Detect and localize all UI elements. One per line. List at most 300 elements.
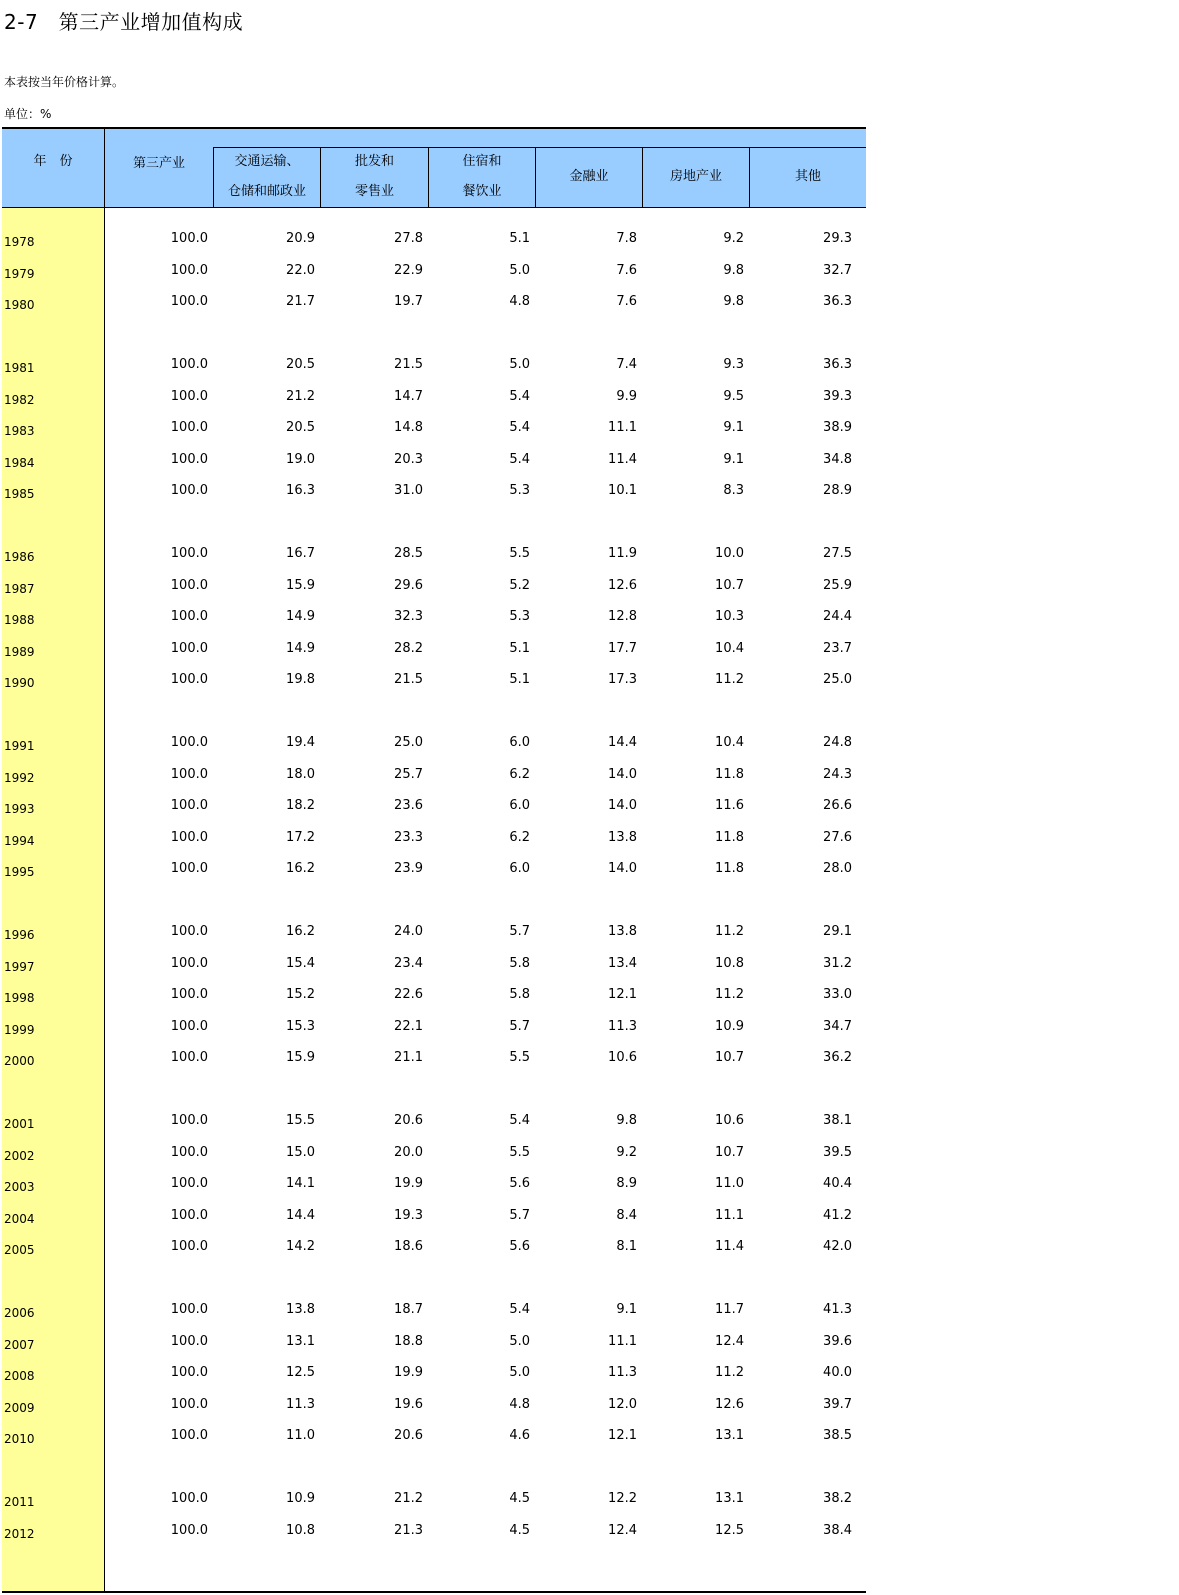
hotel-cell: 4.6 <box>509 1428 530 1443</box>
other-cell: 24.4 <box>823 609 852 624</box>
transport-cell: 14.1 <box>286 1176 315 1191</box>
table-row <box>2 792 866 820</box>
transport-cell: 15.2 <box>286 987 315 1002</box>
realestate-cell: 11.2 <box>715 672 744 687</box>
other-cell: 36.2 <box>823 1050 852 1065</box>
other-cell: 36.3 <box>823 294 852 309</box>
finance-cell: 11.3 <box>608 1018 637 1034</box>
wholesale-cell: 23.4 <box>394 955 423 971</box>
hotel-cell: 5.4 <box>509 1302 530 1317</box>
wholesale-cell: 19.7 <box>394 294 423 309</box>
transport-cell: 20.5 <box>286 357 315 372</box>
finance-cell: 8.1 <box>616 1239 637 1254</box>
table-row <box>2 288 866 316</box>
table-row <box>2 635 866 663</box>
table-row <box>2 1517 866 1545</box>
year-cell: 1991 <box>4 739 35 753</box>
header-hotel <box>429 147 535 207</box>
transport-cell: 14.2 <box>286 1239 315 1254</box>
realestate-cell: 11.8 <box>715 766 744 782</box>
finance-cell: 7.6 <box>616 294 637 309</box>
other-cell: 38.9 <box>823 420 852 435</box>
tertiary-cell: 100.0 <box>170 735 208 750</box>
tertiary-cell: 100.0 <box>170 1207 208 1223</box>
table-row <box>2 225 866 253</box>
transport-cell: 16.2 <box>286 861 315 876</box>
wholesale-cell: 28.5 <box>394 546 423 561</box>
finance-cell: 12.6 <box>608 577 637 593</box>
tertiary-cell: 100.0 <box>170 1144 208 1160</box>
table-row <box>2 446 866 474</box>
table-row <box>2 1296 866 1324</box>
unit-label: 单位：% <box>4 107 52 121</box>
tertiary-cell: 100.0 <box>170 798 208 813</box>
table-row <box>2 572 866 600</box>
other-cell: 41.2 <box>823 1207 852 1223</box>
realestate-cell: 9.8 <box>723 262 744 278</box>
other-cell: 38.4 <box>823 1522 852 1538</box>
header-transport-line1: 交通运输、 <box>234 154 300 169</box>
tertiary-cell: 100.0 <box>170 672 208 687</box>
table-row <box>2 1013 866 1041</box>
table-row <box>2 855 866 883</box>
other-cell: 28.0 <box>823 861 852 876</box>
year-cell: 2008 <box>4 1369 35 1383</box>
tertiary-cell: 100.0 <box>170 1396 208 1412</box>
year-cell: 2010 <box>4 1432 35 1446</box>
finance-cell: 14.0 <box>608 798 637 813</box>
realestate-cell: 11.8 <box>715 829 744 845</box>
hotel-cell: 5.4 <box>509 420 530 435</box>
wholesale-cell: 32.3 <box>394 609 423 624</box>
transport-cell: 19.4 <box>286 735 315 750</box>
tertiary-cell: 100.0 <box>170 262 208 278</box>
hotel-cell: 5.0 <box>509 357 530 372</box>
tertiary-cell: 100.0 <box>170 1522 208 1538</box>
transport-cell: 16.3 <box>286 483 315 498</box>
year-cell: 2002 <box>4 1148 35 1163</box>
transport-cell: 11.0 <box>286 1428 315 1443</box>
table-row <box>2 918 866 946</box>
table-row <box>2 1233 866 1261</box>
transport-cell: 15.5 <box>286 1113 315 1128</box>
hotel-cell: 4.8 <box>509 1396 530 1412</box>
header-transport-line2: 仓储和邮政业 <box>227 184 306 199</box>
page-title: 2-7 第三产业增加值构成 <box>4 10 244 34</box>
year-cell: 2000 <box>4 1054 35 1068</box>
transport-cell: 22.0 <box>286 262 315 278</box>
transport-cell: 21.2 <box>286 388 315 404</box>
other-cell: 36.3 <box>823 357 852 372</box>
wholesale-cell: 20.0 <box>394 1144 423 1160</box>
tertiary-cell: 100.0 <box>170 1018 208 1034</box>
realestate-cell: 9.8 <box>723 294 744 309</box>
tertiary-cell: 100.0 <box>170 924 208 939</box>
wholesale-cell: 21.2 <box>394 1491 423 1506</box>
wholesale-cell: 28.2 <box>394 640 423 656</box>
hotel-cell: 4.5 <box>509 1522 530 1538</box>
table-row <box>2 1139 866 1167</box>
wholesale-cell: 19.9 <box>394 1365 423 1380</box>
wholesale-cell: 18.8 <box>394 1333 423 1349</box>
other-cell: 29.3 <box>823 231 852 246</box>
other-cell: 28.9 <box>823 483 852 498</box>
hotel-cell: 5.4 <box>509 388 530 404</box>
table-row <box>2 540 866 568</box>
year-cell: 1980 <box>4 298 35 312</box>
wholesale-cell: 19.6 <box>394 1396 423 1412</box>
transport-cell: 17.2 <box>286 829 315 845</box>
hotel-cell: 5.0 <box>509 1333 530 1349</box>
table-top-border <box>2 127 866 129</box>
tertiary-cell: 100.0 <box>170 640 208 656</box>
finance-cell: 13.8 <box>608 829 637 845</box>
other-cell: 24.3 <box>823 766 852 782</box>
transport-cell: 21.7 <box>286 294 315 309</box>
year-cell: 1993 <box>4 802 35 816</box>
transport-cell: 15.9 <box>286 1050 315 1065</box>
year-cell: 1984 <box>4 455 35 470</box>
table-row <box>2 1485 866 1513</box>
finance-cell: 12.0 <box>608 1396 637 1412</box>
tertiary-cell: 100.0 <box>170 294 208 309</box>
realestate-cell: 10.4 <box>715 640 744 656</box>
finance-cell: 11.1 <box>608 420 637 435</box>
tertiary-cell: 100.0 <box>170 1176 208 1191</box>
hotel-cell: 5.2 <box>509 577 530 593</box>
tertiary-cell: 100.0 <box>170 609 208 624</box>
wholesale-cell: 20.6 <box>394 1428 423 1443</box>
wholesale-cell: 23.6 <box>394 798 423 813</box>
year-cell: 2007 <box>4 1337 35 1352</box>
finance-cell: 8.9 <box>616 1176 637 1191</box>
other-cell: 40.0 <box>823 1365 852 1380</box>
other-cell: 38.1 <box>823 1113 852 1128</box>
data-table <box>2 127 866 1593</box>
other-cell: 34.8 <box>823 451 852 467</box>
tertiary-cell: 100.0 <box>170 577 208 593</box>
header-hotel-line1: 住宿和 <box>462 154 502 169</box>
realestate-cell: 10.8 <box>715 955 744 971</box>
tertiary-cell: 100.0 <box>170 1302 208 1317</box>
realestate-cell: 11.2 <box>715 924 744 939</box>
transport-cell: 11.3 <box>286 1396 315 1412</box>
table-row <box>2 1170 866 1198</box>
tertiary-cell: 100.0 <box>170 1113 208 1128</box>
transport-cell: 20.5 <box>286 420 315 435</box>
table-row <box>2 477 866 505</box>
tertiary-cell: 100.0 <box>170 1050 208 1065</box>
other-cell: 41.3 <box>823 1302 852 1317</box>
wholesale-cell: 20.6 <box>394 1113 423 1128</box>
hotel-cell: 5.7 <box>509 1207 530 1223</box>
year-cell: 1981 <box>4 361 35 375</box>
header-realestate: 房地产业 <box>669 169 722 184</box>
realestate-cell: 12.5 <box>715 1522 744 1538</box>
hotel-cell: 5.7 <box>509 1018 530 1034</box>
realestate-cell: 10.7 <box>715 1144 744 1160</box>
finance-cell: 11.9 <box>608 546 637 561</box>
realestate-cell: 9.1 <box>723 420 744 435</box>
tertiary-cell: 100.0 <box>170 420 208 435</box>
table-row <box>2 257 866 285</box>
other-cell: 33.0 <box>823 987 852 1002</box>
year-cell: 1990 <box>4 676 35 690</box>
finance-cell: 8.4 <box>616 1207 637 1223</box>
realestate-cell: 11.6 <box>715 798 744 813</box>
header-year: 年 份 <box>33 154 73 169</box>
realestate-cell: 10.9 <box>715 1018 744 1034</box>
hotel-cell: 5.1 <box>509 231 530 246</box>
year-cell: 2001 <box>4 1117 35 1131</box>
wholesale-cell: 21.3 <box>394 1522 423 1538</box>
realestate-cell: 11.0 <box>715 1176 744 1191</box>
realestate-cell: 11.7 <box>715 1302 744 1317</box>
table-row <box>2 1391 866 1419</box>
other-cell: 42.0 <box>823 1239 852 1254</box>
header-transport <box>214 147 320 207</box>
transport-cell: 16.2 <box>286 924 315 939</box>
other-cell: 29.1 <box>823 924 852 939</box>
hotel-cell: 4.8 <box>509 294 530 309</box>
tertiary-cell: 100.0 <box>170 546 208 561</box>
realestate-cell: 11.2 <box>715 987 744 1002</box>
table-row <box>2 383 866 411</box>
wholesale-cell: 25.0 <box>394 735 423 750</box>
wholesale-cell: 19.9 <box>394 1176 423 1191</box>
other-cell: 25.9 <box>823 577 852 593</box>
transport-cell: 12.5 <box>286 1365 315 1380</box>
realestate-cell: 10.3 <box>715 609 744 624</box>
wholesale-cell: 22.9 <box>394 262 423 278</box>
table-bottom-border <box>2 1591 866 1593</box>
transport-cell: 15.0 <box>286 1144 315 1160</box>
realestate-cell: 12.6 <box>715 1396 744 1412</box>
hotel-cell: 5.7 <box>509 924 530 939</box>
finance-cell: 9.2 <box>616 1144 637 1160</box>
table-row <box>2 824 866 852</box>
table-row <box>2 666 866 694</box>
year-cell: 1996 <box>4 928 35 942</box>
header-wholesale <box>321 147 428 207</box>
finance-cell: 14.0 <box>608 766 637 782</box>
realestate-cell: 10.7 <box>715 1050 744 1065</box>
table-row <box>2 761 866 789</box>
header-tertiary: 第三产业 <box>132 156 185 171</box>
table-row <box>2 1044 866 1072</box>
wholesale-cell: 14.8 <box>394 420 423 435</box>
transport-cell: 14.9 <box>286 609 315 624</box>
realestate-cell: 10.4 <box>715 735 744 750</box>
wholesale-cell: 19.3 <box>394 1207 423 1223</box>
year-cell: 1999 <box>4 1022 35 1037</box>
year-cell: 2003 <box>4 1180 35 1194</box>
wholesale-cell: 18.7 <box>394 1302 423 1317</box>
realestate-cell: 9.5 <box>723 388 744 404</box>
hotel-cell: 6.2 <box>509 766 530 782</box>
hotel-cell: 5.6 <box>509 1176 530 1191</box>
year-cell: 2011 <box>4 1495 35 1509</box>
realestate-cell: 11.2 <box>715 1365 744 1380</box>
table-row <box>2 351 866 379</box>
hotel-cell: 5.4 <box>509 1113 530 1128</box>
table-row <box>2 1328 866 1356</box>
header-finance: 金融业 <box>569 169 609 184</box>
hotel-cell: 5.6 <box>509 1239 530 1254</box>
year-cell: 1985 <box>4 487 35 501</box>
realestate-cell: 13.1 <box>715 1428 744 1443</box>
hotel-cell: 5.1 <box>509 672 530 687</box>
table-row <box>2 1202 866 1230</box>
wholesale-cell: 31.0 <box>394 483 423 498</box>
year-cell: 1997 <box>4 959 35 974</box>
tertiary-cell: 100.0 <box>170 955 208 971</box>
table-row <box>2 603 866 631</box>
finance-cell: 7.6 <box>616 262 637 278</box>
transport-cell: 20.9 <box>286 231 315 246</box>
finance-cell: 12.1 <box>608 1428 637 1443</box>
realestate-cell: 9.3 <box>723 357 744 372</box>
year-cell: 1994 <box>4 833 35 848</box>
tertiary-cell: 100.0 <box>170 766 208 782</box>
other-cell: 40.4 <box>823 1176 852 1191</box>
year-cell: 1979 <box>4 266 35 281</box>
table-note: 本表按当年价格计算。 <box>4 75 125 89</box>
hotel-cell: 5.5 <box>509 1144 530 1160</box>
wholesale-cell: 14.7 <box>394 388 423 404</box>
year-cell: 2009 <box>4 1400 35 1415</box>
other-cell: 31.2 <box>823 955 852 971</box>
finance-cell: 13.8 <box>608 924 637 939</box>
year-cell: 1983 <box>4 424 35 438</box>
wholesale-cell: 23.3 <box>394 829 423 845</box>
table-row <box>2 981 866 1009</box>
transport-cell: 14.9 <box>286 640 315 656</box>
wholesale-cell: 23.9 <box>394 861 423 876</box>
transport-cell: 15.3 <box>286 1018 315 1034</box>
finance-cell: 12.4 <box>608 1522 637 1538</box>
year-cell: 2005 <box>4 1243 35 1257</box>
other-cell: 27.6 <box>823 829 852 845</box>
transport-cell: 18.0 <box>286 766 315 782</box>
other-cell: 27.5 <box>823 546 852 561</box>
transport-cell: 10.8 <box>286 1522 315 1538</box>
table-row <box>2 950 866 978</box>
year-cell: 1978 <box>4 235 35 249</box>
year-cell: 2006 <box>4 1306 35 1320</box>
year-cell: 2012 <box>4 1526 35 1541</box>
wholesale-cell: 22.1 <box>394 1018 423 1034</box>
wholesale-cell: 21.1 <box>394 1050 423 1065</box>
hotel-cell: 5.8 <box>509 955 530 971</box>
other-cell: 24.8 <box>823 735 852 750</box>
year-cell: 2004 <box>4 1211 35 1226</box>
transport-cell: 16.7 <box>286 546 315 561</box>
realestate-cell: 12.4 <box>715 1333 744 1349</box>
finance-cell: 12.1 <box>608 987 637 1002</box>
wholesale-cell: 21.5 <box>394 357 423 372</box>
realestate-cell: 11.8 <box>715 861 744 876</box>
finance-cell: 12.8 <box>608 609 637 624</box>
finance-cell: 7.8 <box>616 231 637 246</box>
header-wholesale-line2: 零售业 <box>354 184 394 199</box>
hotel-cell: 4.5 <box>509 1491 530 1506</box>
finance-cell: 11.3 <box>608 1365 637 1380</box>
other-cell: 39.6 <box>823 1333 852 1349</box>
transport-cell: 15.9 <box>286 577 315 593</box>
tertiary-cell: 100.0 <box>170 231 208 246</box>
year-cell: 1988 <box>4 613 35 627</box>
realestate-cell: 10.6 <box>715 1113 744 1128</box>
hotel-cell: 5.1 <box>509 640 530 656</box>
transport-cell: 15.4 <box>286 955 315 971</box>
tertiary-cell: 100.0 <box>170 451 208 467</box>
year-cell: 1992 <box>4 770 35 785</box>
other-cell: 32.7 <box>823 262 852 278</box>
tertiary-cell: 100.0 <box>170 1365 208 1380</box>
tertiary-cell: 100.0 <box>170 861 208 876</box>
other-cell: 39.5 <box>823 1144 852 1160</box>
transport-cell: 13.8 <box>286 1302 315 1317</box>
tertiary-cell: 100.0 <box>170 483 208 498</box>
table-row <box>2 414 866 442</box>
wholesale-cell: 21.5 <box>394 672 423 687</box>
year-cell: 1998 <box>4 991 35 1005</box>
finance-cell: 14.0 <box>608 861 637 876</box>
finance-cell: 7.4 <box>616 357 637 372</box>
wholesale-cell: 27.8 <box>394 231 423 246</box>
tertiary-cell: 100.0 <box>170 357 208 372</box>
hotel-cell: 5.4 <box>509 451 530 467</box>
finance-cell: 9.1 <box>616 1302 637 1317</box>
wholesale-cell: 29.6 <box>394 577 423 593</box>
other-cell: 26.6 <box>823 798 852 813</box>
tertiary-cell: 100.0 <box>170 1428 208 1443</box>
hotel-cell: 5.0 <box>509 1365 530 1380</box>
finance-cell: 10.6 <box>608 1050 637 1065</box>
wholesale-cell: 22.6 <box>394 987 423 1002</box>
finance-cell: 9.9 <box>616 388 637 404</box>
finance-cell: 10.1 <box>608 483 637 498</box>
transport-cell: 19.0 <box>286 451 315 467</box>
transport-cell: 19.8 <box>286 672 315 687</box>
hotel-cell: 5.5 <box>509 546 530 561</box>
header-hotel-line2: 餐饮业 <box>462 184 502 199</box>
table-row <box>2 729 866 757</box>
other-cell: 38.5 <box>823 1428 852 1443</box>
wholesale-cell: 18.6 <box>394 1239 423 1254</box>
tertiary-cell: 100.0 <box>170 1333 208 1349</box>
other-cell: 25.0 <box>823 672 852 687</box>
hotel-cell: 6.0 <box>509 861 530 876</box>
realestate-cell: 8.3 <box>723 483 744 498</box>
year-cell: 1986 <box>4 550 35 564</box>
finance-cell: 14.4 <box>608 735 637 750</box>
finance-cell: 12.2 <box>608 1491 637 1506</box>
realestate-cell: 9.2 <box>723 231 744 246</box>
wholesale-cell: 20.3 <box>394 451 423 467</box>
transport-cell: 18.2 <box>286 798 315 813</box>
hotel-cell: 6.0 <box>509 735 530 750</box>
hotel-cell: 6.0 <box>509 798 530 813</box>
table-row <box>2 1359 866 1387</box>
transport-cell: 10.9 <box>286 1491 315 1506</box>
finance-cell: 9.8 <box>616 1113 637 1128</box>
realestate-cell: 13.1 <box>715 1491 744 1506</box>
wholesale-cell: 25.7 <box>394 766 423 782</box>
hotel-cell: 5.3 <box>509 483 530 498</box>
finance-cell: 11.1 <box>608 1333 637 1349</box>
